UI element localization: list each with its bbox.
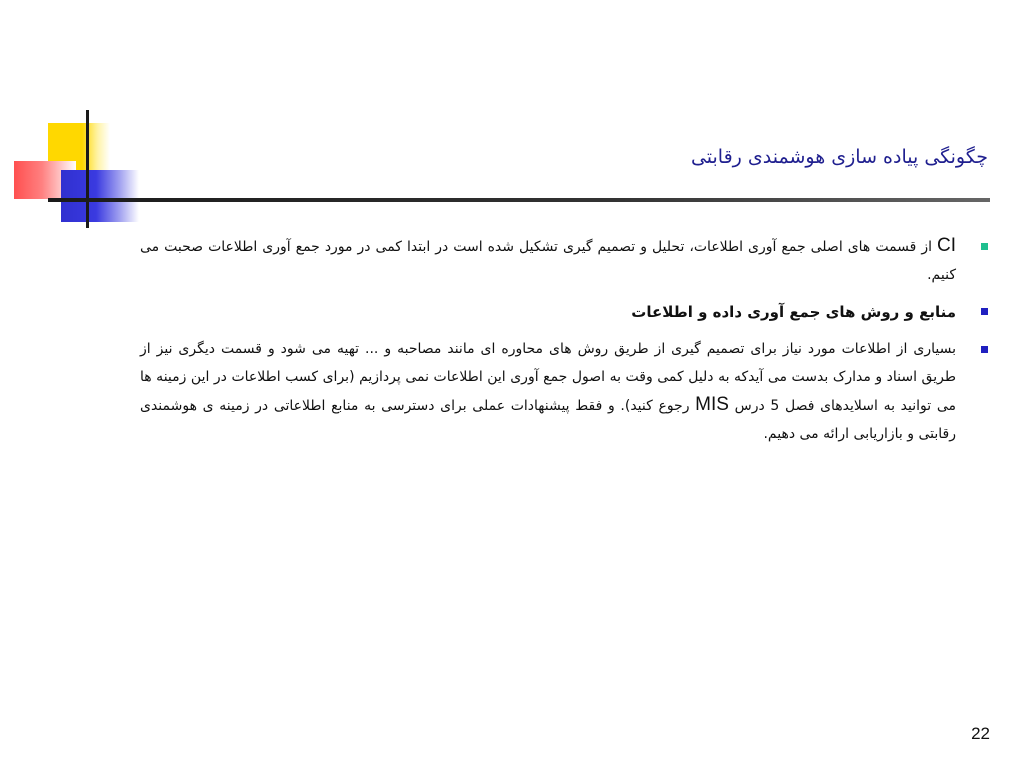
logo-vertical-line [86, 110, 89, 228]
logo-blue-square [61, 170, 139, 222]
bullet-text: منابع و روش های جمع آوری داده و اطلاعات [631, 303, 956, 321]
bullet-square-icon [981, 346, 988, 353]
title-underline [48, 198, 990, 202]
bullet-text-after: رجوع کنید). و فقط پیشنهادات عملی برای دسترسی به منابع اطلاعاتی در زمینه ی هوشمندی رقابتی و بازاریابی ارائه می دهیم. [140, 398, 956, 442]
bullet-square-icon [981, 308, 988, 315]
bullet-item-ci [140, 232, 988, 289]
bullet-text: از قسمت های اصلی جمع آوری اطلاعات، تحلیل و تصمیم گیری تشکیل شده است در ابتدا کمی در مورد جمع آوری اطلاعات صحبت می کنیم. [140, 239, 956, 283]
mis-abbreviation: MIS [695, 394, 729, 415]
bullet-item-sources [140, 297, 988, 327]
bullet-list [140, 232, 988, 456]
bullet-item-methods [140, 335, 988, 448]
slide-title: چگونگی پیاده سازی هوشمندی رقابتی [690, 146, 988, 168]
bullet-square-icon [981, 243, 988, 250]
page-number: 22 [971, 724, 990, 743]
bullet-text-before: بسیاری از اطلاعات مورد نیاز برای تصمیم گیری از طریق روش های محاوره ای مانند مصاحبه و ... تهیه می شود و قسمت دیگری نیز از طریق اسناد و مدارک بدست می آیدکه به دلیل کمی وقت به اصول جمع آوری این اطلاعات نمی پردازیم (برای کسب اطلاعات در این زمینه ها می توانید به اسلایدهای فصل 5 درس [140, 341, 956, 414]
ci-abbreviation: CI [937, 235, 956, 256]
